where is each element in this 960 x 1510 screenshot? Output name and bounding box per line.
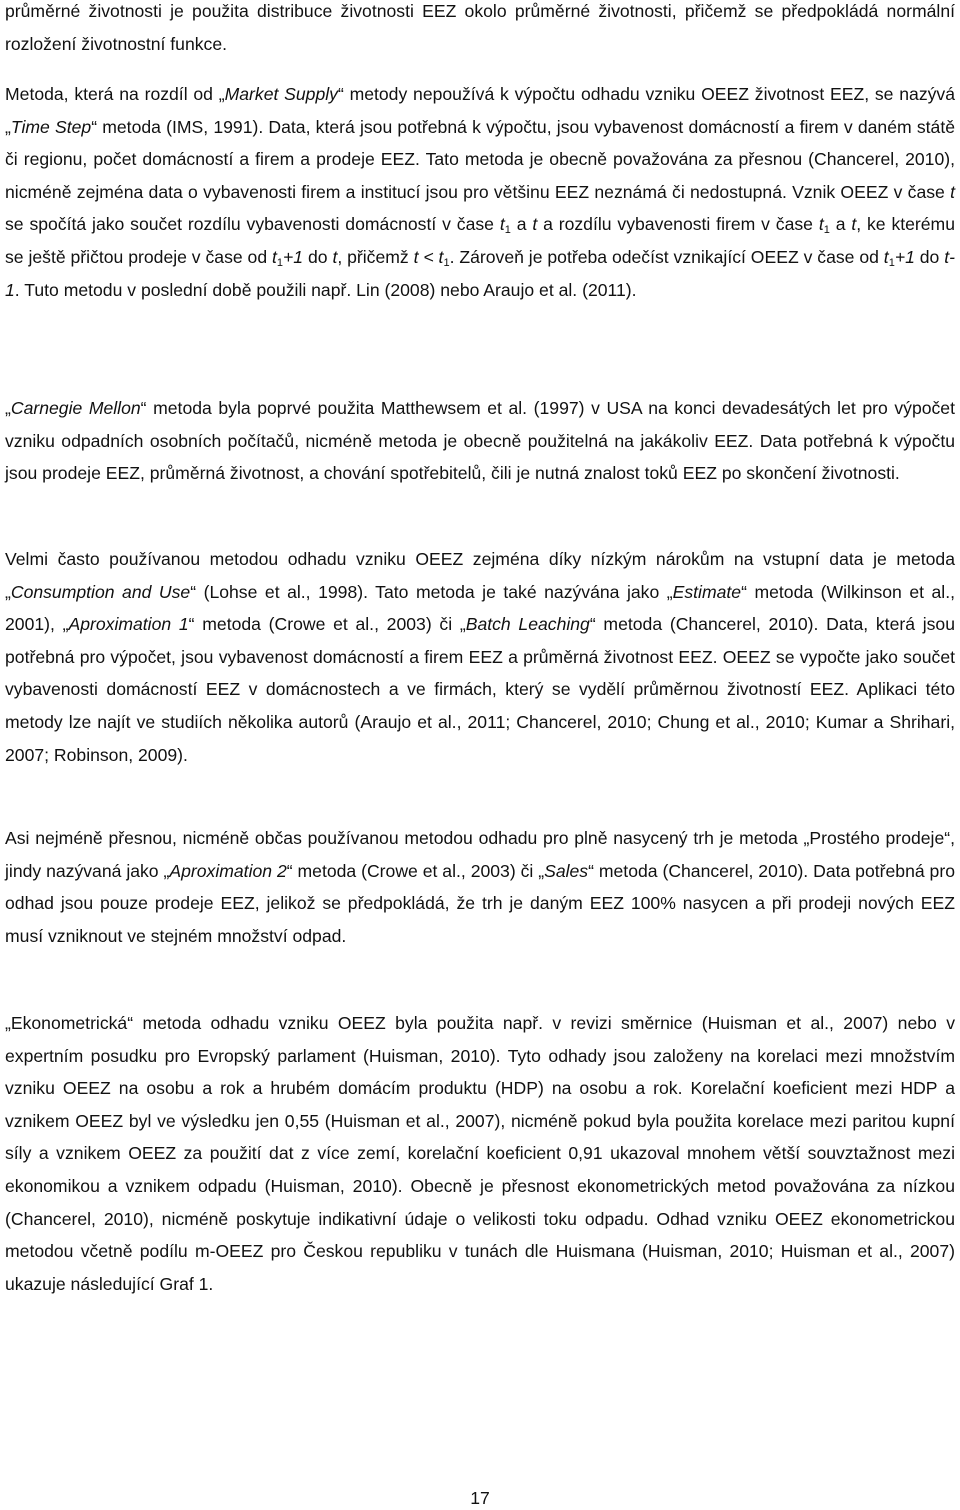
var-t: t <box>332 246 338 267</box>
term-sales: Sales <box>544 860 589 881</box>
text-run: . Tuto metodu v poslední době použili např. Lin (2008) nebo Araujo et al. (2011). <box>14 279 637 300</box>
subscript: 1 <box>276 256 284 269</box>
term-aproximation-2: Aproximation 2 <box>169 860 287 881</box>
var-t: t <box>851 214 857 235</box>
subscript: 1 <box>823 224 830 237</box>
text-run: průměrné životnosti je použita distribuce životnosti EEZ okolo průměrné životnosti, přičemž se předpokládá normální rozložení životnostní funkce. <box>5 1 955 54</box>
term-aproximation-1: Aproximation 1 <box>68 614 189 635</box>
var-t: t <box>272 246 277 267</box>
text-run: se spočítá jako součet rozdílu vybavenosti domácností v čase <box>5 214 500 235</box>
text-run: „Ekonometrická“ metoda odhadu vzniku OEEZ byla použita např. v revizi směrnice (Huisman et al., 2007) nebo v expertním posudku pro Evropský parlament (Huisman, 2010). Tyto odhady jsou založeny na korelaci mezi množstvím vzniku OEEZ na osobu a rok a hrubém domácím produktu (HDP) na osobu a rok. Korelační koeficient mezi HDP a vznikem OEEZ byl ve výsledku jen 0,55 (Huisman et al., 2007), nicméně pokud byla použita korelace mezi paritou kupní síly a vznikem OEEZ za použití dat z více zemí, korelační koeficient 0,91 ukazoval mnohem větší souvztažnost mezi ekonomikou a vznikem odpadu (Huisman, 2010). Obecně je přesnost ekonometrických metod považována za nízkou (Chancerel, 2010), nicméně poskytuje indikativní údaje o velikosti toku odpadu. Odhad vzniku OEEZ ekonometrickou metodou včetně podílu m-OEEZ pro Českou republiku v tunách dle Huismana (Huisman, 2010; Huisman et al., 2007) ukazuje následující Graf 1. <box>5 1013 955 1294</box>
text-run: „ <box>5 398 11 418</box>
text-run: Metoda, která na rozdíl od „ <box>5 84 225 104</box>
text-run: Asi nejméně přesnou, nicméně občas používanou metodou odhadu pro plně nasycený trh je metoda „Prostého prodeje“, jindy nazývaná jako „ <box>5 828 955 881</box>
var-plus-one: +1 <box>894 246 915 267</box>
text-run: Velmi často používanou metodou odhadu vzniku OEEZ zejména díky nízkým nárokům na vstupní data je metoda „ <box>5 549 955 602</box>
subscript: 1 <box>504 224 511 237</box>
var-t: t <box>532 214 538 235</box>
paragraph-lifetime-distribution <box>5 0 955 60</box>
var-inequality: t < t <box>413 246 444 267</box>
subscript: 1 <box>888 256 895 269</box>
text-run: “ (Lohse et al., 1998). Tato metoda je také nazývána jako „ <box>190 581 673 602</box>
paragraph-consumption-and-use-method <box>5 543 955 771</box>
term-batch-leaching: Batch Leaching <box>465 614 590 635</box>
text-run: do <box>914 246 945 267</box>
text-run: “ metoda (IMS, 1991). Data, která jsou potřebná k výpočtu, jsou vybavenost domácností a firem v daném státě či regionu, počet domácností a firem a prodeje EEZ. Tato metoda je obecně považována za přesnou (Chancerel, 2010), nicméně zejména data o vybavenosti firem a institucí jsou pro většinu EEZ neznámá či nedostupná. Vznik OEEZ v čase <box>5 116 955 202</box>
text-run: , přičemž <box>337 246 414 267</box>
term-consumption-and-use: Consumption and Use <box>10 581 191 602</box>
text-run: do <box>303 246 333 267</box>
text-run: “ metoda (Crowe et al., 2003) či „ <box>286 860 545 881</box>
text-run: “ metoda (Chancerel, 2010). Data potřebná pro odhad jsou pouze prodeje EEZ, jelikož se předpokládá, že trh je daným EEZ 100% nasycen a při prodeji nových EEZ musí vzniknout ve stejném množství odpad. <box>5 860 955 946</box>
text-run: “ metoda (Chancerel, 2010). Data, která jsou potřebná pro výpočet, jsou vybavenost domácností a firem EEZ a průměrná životnost EEZ. OEEZ se vypočte jako součet vybavenosti domácností EEZ v domácnostech a ve firmách, který se vydělí průměrnou životností EEZ. Aplikaci této metody lze najít ve studiích několika autorů (Araujo et al., 2011; Chancerel, 2010; Chung et al., 2010; Kumar a Shrihari, 2007; Robinson, 2009). <box>5 614 956 765</box>
paragraph-time-step-method <box>5 78 955 306</box>
term-market-supply: Market Supply <box>224 84 338 104</box>
text-run: a rozdílu vybavenosti firem v čase <box>537 214 819 235</box>
var-t-minus-one: t-1 <box>5 246 955 300</box>
text-run: “ metoda (Crowe et al., 2003) či „ <box>188 614 466 635</box>
term-carnegie-mellon: Carnegie Mellon <box>10 398 141 418</box>
text-run: “ metoda (Wilkinson et al., 2001), „ <box>5 581 955 635</box>
page-number: 17 <box>470 1488 490 1508</box>
paragraph-simple-sales-method <box>5 822 955 952</box>
text-run: . Zároveň je potřeba odečíst vznikající OEEZ v čase od <box>449 246 884 267</box>
text-run: a <box>829 214 852 235</box>
var-plus-one: +1 <box>283 246 304 267</box>
paragraph-econometric-method <box>5 1007 955 1300</box>
var-t: t <box>818 214 824 235</box>
var-t: t <box>883 246 889 267</box>
var-t: t <box>950 181 955 202</box>
term-estimate: Estimate <box>672 581 742 602</box>
text-run: “ metoda byla poprvé použita Matthewsem et al. (1997) v USA na konci devadesátých let pro výpočet vzniku odpadních osobních počítačů, nicméně metoda je obecně použitelná na jakákoliv EEZ. Data potřebná k výpočtu jsou prodeje EEZ, průměrná životnost, a chování spotřebitelů, čili je nutná znalost toků EEZ po skončení životnosti. <box>5 398 955 484</box>
text-run: “ metody nepoužívá k výpočtu odhadu vzniku OEEZ životnost EEZ, se nazývá „ <box>5 84 955 137</box>
text-run: , ke kterému se ještě přičtou prodeje v čase od <box>5 214 955 267</box>
subscript: 1 <box>443 256 450 269</box>
text-run: a <box>510 214 533 235</box>
paragraph-carnegie-mellon-method <box>5 392 955 490</box>
var-t: t <box>499 214 505 235</box>
term-time-step: Time Step <box>10 116 92 137</box>
